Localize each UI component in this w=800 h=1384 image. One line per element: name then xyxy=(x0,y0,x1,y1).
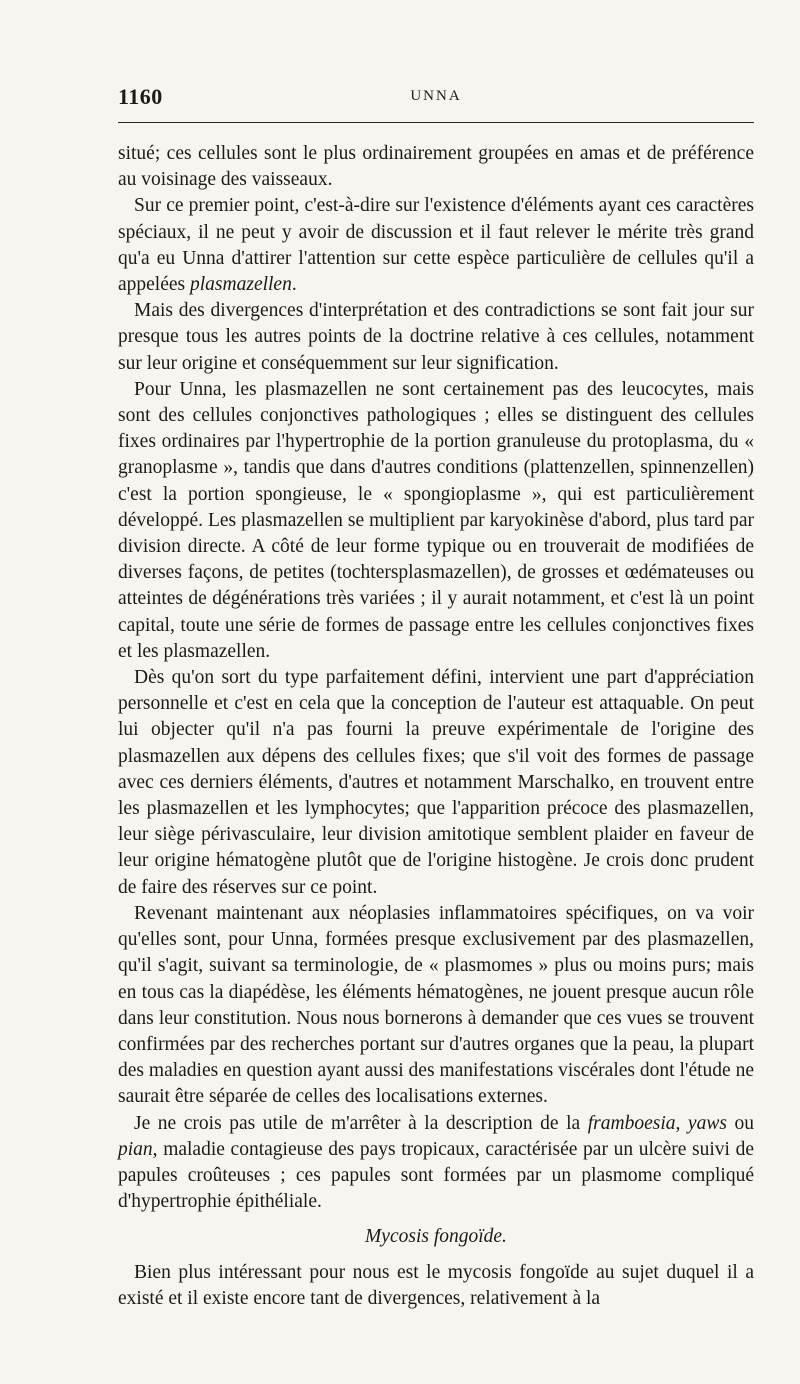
paragraph-4: Pour Unna, les plasmazellen ne sont certainement pas des leucocytes, mais sont des cellules conjonctives pathologiques ; elles se distinguent des cellules fixes ordinaires par l'hypertrophie de la portion granuleuse du protoplasma, du « granoplasme », tandis que dans d'autres conditions (plattenzellen, spinnenzellen) c'est la portion spongieuse, le « spongioplasme », qui est particulièrement développé. Les plasmazellen se multiplient par karyokinèse d'abord, plus tard par division directe. A côté de leur forme typique ou en trouverait de modifiées de diverses façons, de petites (tochtersplasmazellen), de grosses et œdémateuses ou atteintes de dégénérations très variées ; il y aurait notamment, et c'est là un point capital, toute une série de formes de passage entre les cellules conjonctives fixes et les plasmazellen. xyxy=(118,378,754,662)
paragraph-6: Revenant maintenant aux néoplasies inflammatoires spécifiques, on va voir qu'elles sont, pour Unna, formées presque exclusivement par des plasmazellen, qu'il s'agit, suivant sa terminologie, de « plasmomes » plus ou moins purs; mais en tous cas la diapédèse, les éléments hématogènes, ne jouent presque aucun rôle dans leur constitution. Nous nous bornerons à demander que ces vues se trouvent confirmées par des recherches portant sur d'autres organes que la peau, la plupart des maladies en question ayant aussi des manifestations viscérales dont l'étude ne saurait être séparée de celles des localisations externes. xyxy=(118,902,754,1108)
header-rule xyxy=(118,122,754,123)
body-text xyxy=(118,141,754,1312)
term-pian: pian xyxy=(118,1138,153,1160)
section-heading: Mycosis fongoïde. xyxy=(365,1226,507,1248)
paragraph-3: Mais des divergences d'interprétation et des contradictions se sont fait jour sur presque tous les autres points de la doctrine relative à ces cellules, notamment sur leur origine et conséquemment sur leur signification. xyxy=(118,300,754,374)
paragraph-1: situé; ces cellules sont le plus ordinairement groupées en amas et de préférence au voisinage des vaisseaux. xyxy=(118,143,754,191)
running-head: UNNA xyxy=(410,88,462,104)
paragraph-2: Sur ce premier point, c'est-à-dire sur l'existence d'éléments ayant ces caractères spéciaux, il ne peut y avoir de discussion et il faut relever le mérite très grand qu'a eu Unna d'attirer l'attention sur cette espèce particulière de cellules qu'il a appelées plasmazellen. xyxy=(118,195,754,296)
page-header xyxy=(118,84,754,112)
term-plasmazellen: plasmazellen xyxy=(190,274,292,296)
paragraph-closing: Bien plus intéressant pour nous est le mycosis fongoïde au sujet duquel il a existé et il existe encore tant de divergences, relativement à la xyxy=(118,1261,754,1309)
page-number: 1160 xyxy=(118,84,163,109)
paragraph-5: Dès qu'on sort du type parfaitement défini, intervient une part d'appréciation personnelle et c'est en cela que la conception de l'auteur est attaquable. On peut lui objecter qu'il n'a pas fourni la preuve expérimentale de l'origine des plasmazellen aux dépens des cellules fixes; que s'il voit des formes de passage avec ces derniers éléments, d'autres et notamment Marschalko, en trouvent entre les plasmazellen et les lymphocytes; que l'apparition précoce des plasmazellen, leur siège périvasculaire, leur division amitotique semblent plaider en faveur de leur origine hématogène plutôt que de l'origine histogène. Je crois donc prudent de faire des réserves sur ce point. xyxy=(118,667,754,898)
paragraph-7: Je ne crois pas utile de m'arrêter à la description de la framboesia, yaws ou pian, maladie contagieuse des pays tropicaux, caractérisée par un ulcère suivi de papules croûteuses ; ces papules sont formées par un plasmome compliqué d'hypertrophie épithéliale. xyxy=(118,1112,754,1213)
term-framboesia: framboesia, yaws xyxy=(587,1112,727,1134)
